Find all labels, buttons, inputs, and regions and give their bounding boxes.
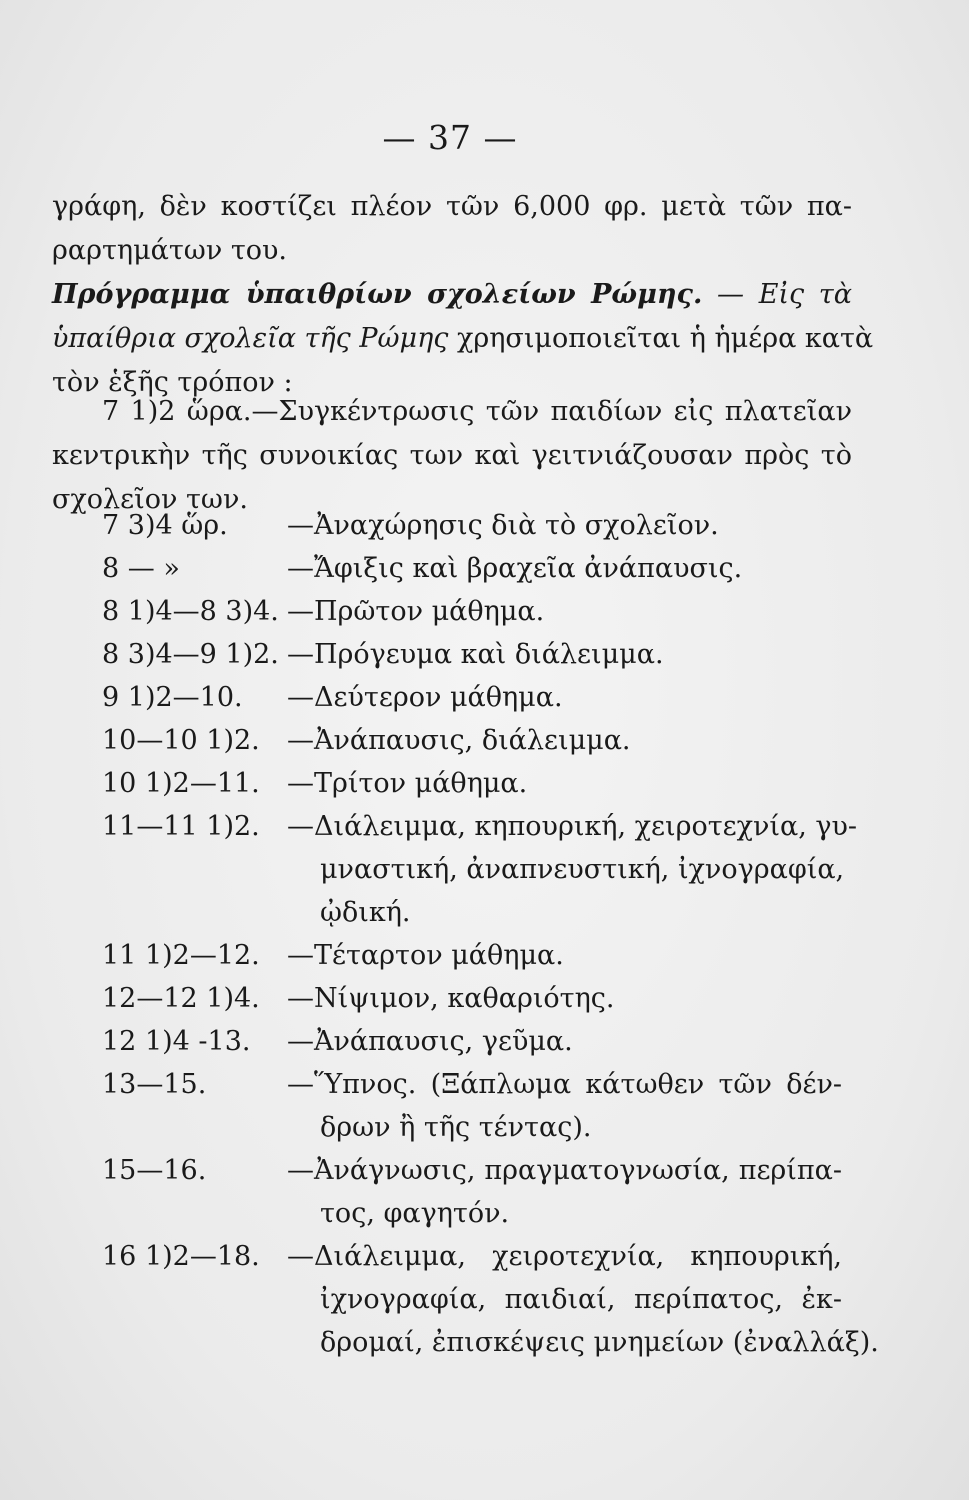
schedule-row <box>102 983 862 1026</box>
schedule-continuation-row <box>102 1198 862 1241</box>
schedule-description: —Πρόγευμα καὶ διάλειμμα. <box>287 639 664 670</box>
schedule-time: 7 3)4 ὥρ. <box>102 510 228 541</box>
schedule-description: —Ἀνάγνωσις, πραγματογνωσία, περίπα- <box>287 1155 842 1186</box>
schedule-time: 8 1)4—8 3)4. <box>102 596 279 627</box>
schedule-row <box>102 1069 862 1112</box>
schedule-row <box>102 596 862 639</box>
schedule-time: 9 1)2—10. <box>102 682 243 713</box>
schedule-list <box>102 510 879 1370</box>
schedule-row <box>102 768 862 811</box>
schedule-description: —Διάλειμμα, χειροτεχνία, κηπουρική, <box>287 1241 842 1272</box>
intro-line-2: ραρτημάτων του. <box>52 235 288 266</box>
schedule-description-continued: ἰχνογραφία, παιδιαί, περίπατος, ἐκ- <box>320 1284 842 1315</box>
schedule-time: 15—16. <box>102 1155 207 1186</box>
schedule-row <box>102 639 862 682</box>
first-entry-line-1: 7 1)2 ὥρα.—Συγκέντρωσις τῶν παιδίων εἰς πλατεῖαν <box>102 396 852 427</box>
section-line-2 <box>52 317 874 361</box>
schedule-description: —Δεύτερον μάθημα. <box>287 682 563 713</box>
schedule-continuation-row <box>102 1112 862 1155</box>
schedule-row <box>102 811 862 854</box>
intro-paragraph <box>52 185 852 273</box>
schedule-description-continued: τος, φαγητόν. <box>320 1198 510 1229</box>
schedule-row <box>102 940 862 983</box>
schedule-description: —Νίψιμον, καθαριότης. <box>287 983 615 1014</box>
schedule-description: —Πρῶτον μάθημα. <box>287 596 545 627</box>
schedule-description: —Τέταρτον μάθημα. <box>287 940 564 971</box>
schedule-row <box>102 510 862 553</box>
schedule-row <box>102 1155 862 1198</box>
page-number: — 37 — <box>382 118 518 157</box>
schedule-description: —Ἀναχώρησις διὰ τὸ σχολεῖον. <box>287 510 719 541</box>
schedule-continuation-row <box>102 1284 862 1327</box>
schedule-time: 16 1)2—18. <box>102 1241 260 1272</box>
schedule-row <box>102 682 862 725</box>
schedule-description: —Ἀνάπαυσις, διάλειμμα. <box>287 725 631 756</box>
section-heading: Πρόγραμμα ὑπαιθρίων σχολείων Ρώμης. <box>52 279 703 310</box>
schedule-row <box>102 1241 862 1284</box>
schedule-row <box>102 553 862 596</box>
schedule-description: —Τρίτον μάθημα. <box>287 768 528 799</box>
section-line-3: τὸν ἑξῆς τρόπον : <box>52 367 293 398</box>
schedule-continuation-row <box>102 854 862 897</box>
schedule-description: —Ἀνάπαυσις, γεῦμα. <box>287 1026 573 1057</box>
schedule-row <box>102 1026 862 1069</box>
schedule-continuation-row <box>102 1327 879 1370</box>
section-line-1 <box>52 273 852 317</box>
section-line-2-rest: χρησιμοποιεῖται ἡ ἡμέρα κατὰ <box>457 323 874 354</box>
section-line-1-rest: — Εἰς τὰ <box>717 279 852 310</box>
schedule-continuation-row <box>102 897 862 940</box>
schedule-time: 8 — » <box>102 553 180 584</box>
schedule-time: 12 1)4 -13. <box>102 1026 251 1057</box>
schedule-description: —Διάλειμμα, κηπουρική, χειροτεχνία, γυ- <box>287 811 858 842</box>
schedule-time: 8 3)4—9 1)2. <box>102 639 279 670</box>
first-entry-paragraph <box>52 390 852 522</box>
section-line-2-italic: ὑπαίθρια σχολεῖα τῆς Ρώμης <box>52 323 449 354</box>
schedule-time: 13—15. <box>102 1069 207 1100</box>
schedule-description-continued: δρομαί, ἐπισκέψεις μνημείων (ἐναλλάξ). <box>320 1327 879 1358</box>
schedule-description: —Ἄφιξις καὶ βραχεῖα ἀνάπαυσις. <box>287 553 743 584</box>
schedule-time: 11—11 1)2. <box>102 811 260 842</box>
section-paragraph <box>52 273 874 405</box>
schedule-time: 10—10 1)2. <box>102 725 260 756</box>
schedule-description-continued: ᾠδική. <box>320 897 411 928</box>
schedule-row <box>102 725 862 768</box>
schedule-description-continued: δρων ἢ τῆς τέντας). <box>320 1112 592 1143</box>
schedule-time: 11 1)2—12. <box>102 940 260 971</box>
schedule-time: 10 1)2—11. <box>102 768 260 799</box>
schedule-description: —Ὕπνος. (Ξάπλωμα κάτωθεν τῶν δέν- <box>287 1069 842 1100</box>
schedule-time: 12—12 1)4. <box>102 983 260 1014</box>
schedule-description-continued: μναστική, ἀναπνευστική, ἰχνογραφία, <box>320 854 845 885</box>
first-entry-line-2: κεντρικὴν τῆς συνοικίας των καὶ γειτνιάζουσαν πρὸς τὸ <box>52 440 852 471</box>
intro-line-1: γράφη, δὲν κοστίζει πλέον τῶν 6,000 φρ. μετὰ τῶν πα- <box>52 191 852 222</box>
first-entry-line-3: σχολεῖον των. <box>52 484 248 515</box>
